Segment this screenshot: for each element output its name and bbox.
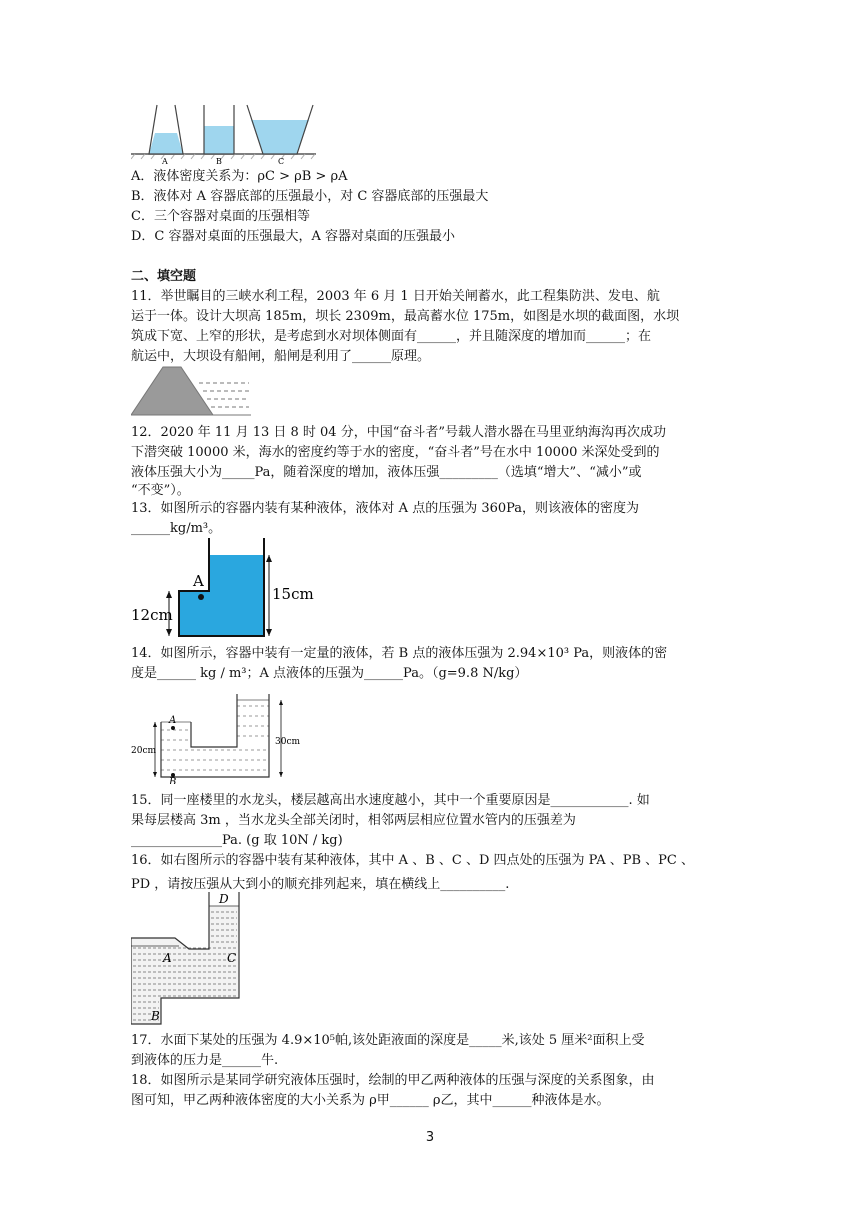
height-15cm-label: 15cm: [272, 585, 314, 603]
q17-line: 到液体的压力是______牛.: [131, 1053, 279, 1068]
section-title: 二、填空题: [131, 269, 197, 284]
stepped-container-figure: [131, 538, 331, 638]
q16-line: PD ，请按压强从大到小的顺充排列起来，填在横线上__________.: [131, 877, 510, 892]
four-points-container-figure: [131, 892, 251, 1026]
q11-line: 航运中，大坝设有船闸，船闸是利用了______原理。: [131, 349, 431, 364]
point-a-label: A: [169, 715, 177, 726]
q15-line: ______________Pa. (g 取 10N / kg): [131, 833, 343, 848]
q18-line: 18．如图所示是某同学研究液体压强时，绘制的甲乙两种液体的压强与深度的关系图象，由: [131, 1073, 655, 1088]
q12-line: 12．2020 年 11 月 13 日 8 时 04 分，中国“奋斗者”号载人潜水器在马里亚纳海沟再次成功: [131, 425, 667, 440]
point-b-label: B: [169, 777, 177, 784]
point-a-label: A: [163, 951, 172, 965]
q10-option-c: C．三个容器对桌面的压强相等: [131, 209, 310, 224]
q12-line: 液体压强大小为_____Pa，随着深度的增加，液体压强_________（选填“增大”、“减小”或: [131, 465, 642, 480]
q17-line: 17．水面下某处的压强为 4.9×10⁵帕,该处距液面的深度是_____米,该处 5 厘米²面积上受: [131, 1033, 645, 1048]
q13-line: 13．如图所示的容器内装有某种液体，液体对 A 点的压强为 360Pa，则该液体的密度为: [131, 501, 640, 516]
dam-cross-section-figure: [131, 365, 251, 417]
q18-line: 图可知，甲乙两种液体密度的大小关系为 ρ甲______ ρ乙，其中______种液体是水。: [131, 1093, 610, 1108]
q10-option-b: B．液体对 A 容器底部的压强最小，对 C 容器底部的压强最大: [131, 189, 489, 204]
q12-line: “不变”）。: [131, 483, 190, 498]
height-12cm-label: 12cm: [131, 606, 173, 624]
page-number: 3: [425, 1130, 435, 1145]
u-container-figure: [131, 692, 321, 784]
q11-line: 11．举世瞩目的三峡水利工程，2003 年 6 月 1 日开始关闸蓄水，此工程集防洪、发电、航: [131, 289, 660, 304]
point-b-label: B: [151, 1009, 160, 1023]
q14-line: 14．如图所示，容器中装有一定量的液体，若 B 点的液体压强为 2.94×10³ Pa，则液体的密: [131, 646, 668, 661]
q12-line: 下潜突破 10000 米，海水的密度约等于水的密度，“奋斗者”号在水中 10000 米深处受到的: [131, 445, 660, 460]
height-30cm-label: 30cm: [275, 737, 301, 747]
q10-option-d: D．C 容器对桌面的压强最大，A 容器对桌面的压强最小: [131, 229, 456, 244]
q15-line: 果每层楼高 3m ，当水龙头全部关闭时，相邻两层相应位置水管内的压强差为: [131, 813, 576, 828]
label-c: C: [278, 157, 285, 166]
q11-line: 运于一体。设计大坝高 185m，坝长 2309m，最高蓄水位 175m，如图是水坝的截面图，水坝: [131, 309, 680, 324]
label-a: A: [162, 157, 168, 166]
q14-line: 度是______ kg / m³；A 点液体的压强为______Pa。（g=9.8 N/kg）: [131, 666, 528, 681]
label-b: B: [216, 157, 222, 166]
containers-abc-figure: [131, 100, 316, 166]
q10-option-a: A．液体密度关系为：ρC > ρB > ρA: [131, 169, 348, 184]
point-c-label: C: [227, 951, 237, 965]
q15-line: 15．同一座楼里的水龙头，楼层越高出水速度越小，其中一个重要原因是____________. 如: [131, 793, 650, 808]
point-d-label: D: [219, 892, 229, 906]
q13-line: ______kg/m³。: [131, 521, 222, 536]
point-a-label: A: [193, 572, 204, 590]
q11-line: 筑成下宽、上窄的形状，是考虑到水对坝体侧面有______，并且随深度的增加而______；在: [131, 329, 652, 344]
height-20cm-label: 20cm: [131, 746, 157, 756]
q16-line: 16．如右图所示的容器中装有某种液体，其中 A 、B 、C 、D 四点处的压强为 PA 、PB 、PC 、: [131, 853, 694, 868]
